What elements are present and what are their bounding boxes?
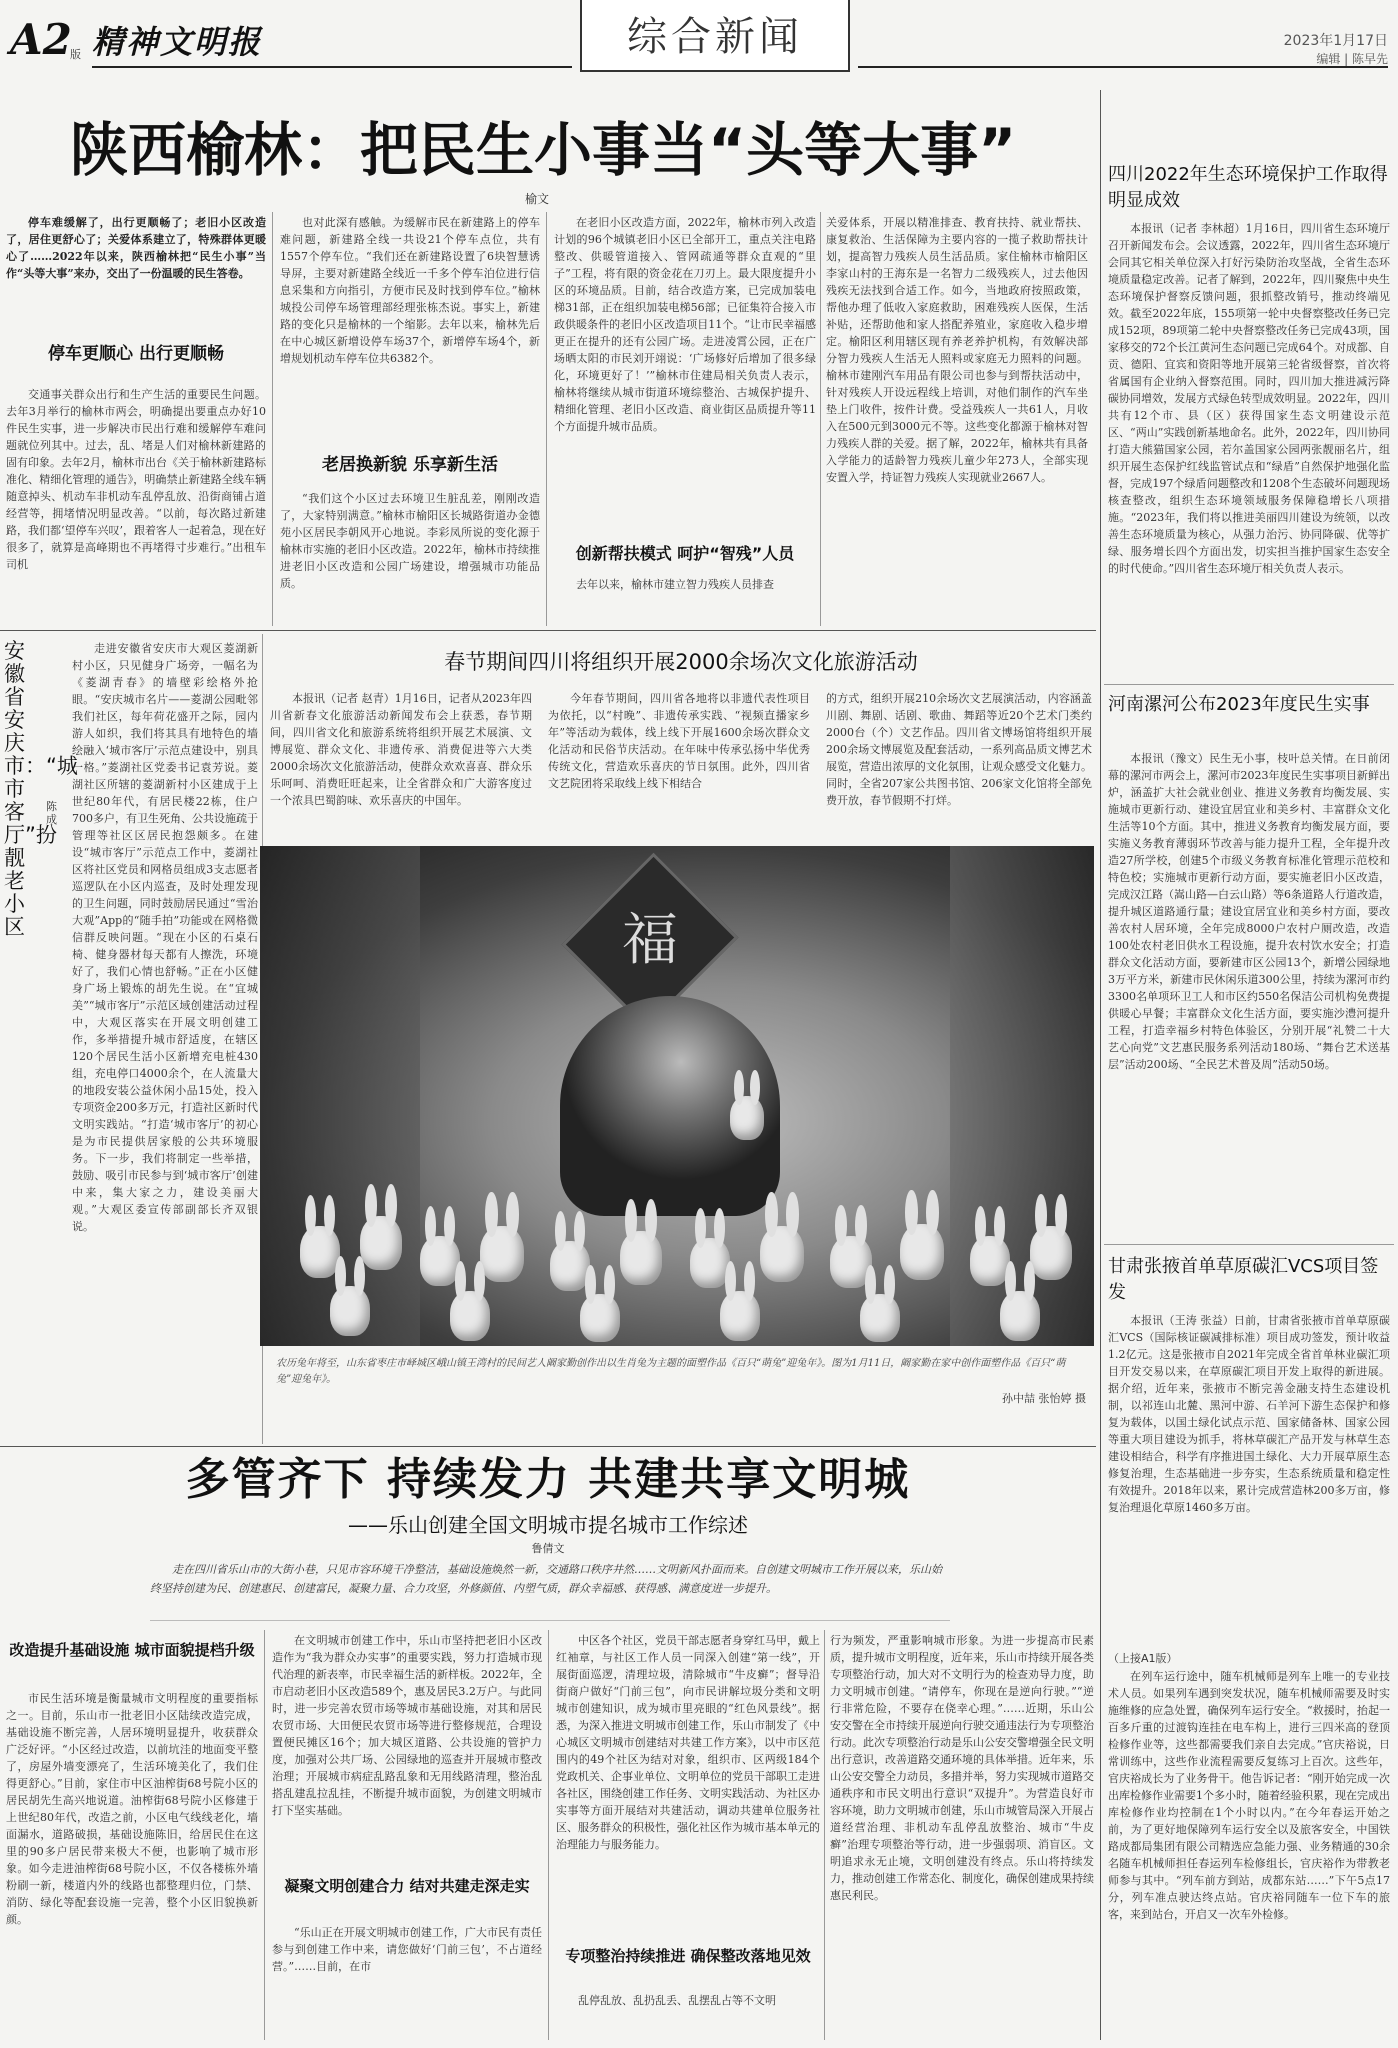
right-divider bbox=[1104, 684, 1394, 685]
right-article1-title: 四川2022年生态环境保护工作取得明显成效 bbox=[1108, 164, 1388, 211]
bunny-figurine bbox=[970, 1236, 1010, 1286]
section-title: 综合新闻 bbox=[627, 14, 803, 60]
leshan-headline: 多管齐下 持续发力 共建共享文明城 bbox=[185, 1454, 911, 1505]
leshan-sub1: 改造提升基础设施 城市面貌提档升级 bbox=[9, 1641, 255, 1659]
col-divider bbox=[272, 212, 273, 626]
lead-sub2: 老居换新貌 乐享新生活 bbox=[322, 455, 498, 475]
col-divider bbox=[264, 1630, 265, 2040]
bunny-figurine bbox=[620, 1231, 662, 1285]
bunny-figurine bbox=[760, 1226, 804, 1282]
right-article4-intro: （上接A1版） bbox=[1108, 1652, 1178, 1665]
col-divider bbox=[820, 212, 821, 626]
right-divider bbox=[1104, 1244, 1394, 1245]
lead-col1-body: 交通事关群众出行和生产生活的重要民生问题。去年3月举行的榆林市两会，明确提出要重点办好10件民生实事，进一步解决市民出行难和缓解停车难问题就位列其中。过去，乱、堵是人们对榆林新建路的固有印象。去年2月，榆林市出台《关于榆林新建路标准化、精细化管理的通告》，明确禁止新建路全线车辆随意掉头、机动车非机动车乱停乱放、沿街商铺占道经营等，拥堵情况明显改善。“以前，每次路过新建路，我们都‘望停车兴叹’，跟着客人一起着急，现在好很多了，就算是高峰期也不再堵得寸步难行。”出租车司机 bbox=[6, 388, 266, 571]
right-article4-body: 在列车运行途中，随车机械师是列车上唯一的专业技术人员。如果列车遇到突发状况，随车机械师需要及时实施维修的应急处置，确保列车运行安全。“救援时，抬起一百多斤重的过渡钩连挂在电车构上，进行三四米高的登顶检修作业等，这些都需要我们亲自去完成。”官庆裕说，日常训练中，这些作业流程需要反复练习上百次。这些年，官庆裕成长为了业务骨干。他告诉记者：“刚开始完成一次出库检修作业需要1个多小时，随着经验积累，现在完成出库检修作业均控制在1个小时以内。”在今年春运开始之前，为了更好地保障列车运行安全以及旅客安全，中国铁路成都局集团有限公司精选应急能力强、业务精通的30余名随车机械师担任春运列车检修组长，官庆裕作为带教老师参与其中。“列车前方到站，成都东站……”下午5点17分，列车准点驶达终点站。官庆裕同随车一位下车的旅客，来到站台，开启又一次车外检修。 bbox=[1108, 1670, 1390, 1921]
leshan-col4: 行为频发，严重影响城市形象。为进一步提高市民素质，提升城市文明程度，近年来，乐山市持续开展各类专项整治行动，加大对不文明行为的检查劝导力度，助力文明城市创建。“请停车，你现在是逆向行驶。”“逆行非常危险，不要存在侥幸心理。”……近期，乐山公安交警在全市持续开展逆向行驶交通违法行为专项整治行动。此次专项整治行动是乐山公安交警增强全民文明出行意识，改善道路交通环境的具体举措。近年来，乐山公安交警全力动员，多措并举，努力实现城市道路交通秩序和市民文明出行意识“双提升”。为营造良好市容环境，助力文明城市创建，乐山市城管局深入开展占道经营治理、非机动车乱停乱放整治、城市“牛皮癣”治理专项整治等行动，进一步强弱项、消盲区。文明追求永无止境，文明创建没有终点。乐山将持续发力，推动创建工作常态化、制度化，确保创建成果持续惠民利民。 bbox=[830, 1634, 1094, 1902]
bunny-figurine bbox=[300, 1226, 340, 1278]
sichuan-col2: 今年春节期间，四川省各地将以非遗代表性项目为依托，以“村晚”、非遗传承实践、“视频直播家乡年”等活动为载体，线上线下开展1600余场次群众文化活动和民俗节庆活动。在年味中传承弘扬中华优秀传统文化，营造欢乐喜庆的节日氛围。此外，四川省文艺院团将采取线上线下相结合 bbox=[548, 692, 810, 790]
right-article3-body: 本报讯（王涛 张益）日前，甘肃省张掖市首单草原碳汇VCS（国际核证碳减排标准）项目成功签发，预计收益1.2亿元。这是张掖市自2021年完成全省首单林业碳汇项目开发交易以来，在草原碳汇项目开发上取得的新进展。据介绍，近年来，张掖市不断完善金融支持生态建设机制，以祁连山北麓、黑河中游、石羊河下游生态保护和修复为载体，以国土绿化试点示范、国家储备林、国家公园等重大项目建设为抓手，将林草碳汇产品开发与林草生态建设相结合，科学有序推进国土绿化、大力开展草原生态修复治理，生态基础进一步夯实，生态系统质量和稳定性有效提升。2018年以来，累计完成营造林200多万亩，修复治理退化草原1460多万亩。 bbox=[1108, 1314, 1390, 1514]
lead-col2-body: 也对此深有感触。为缓解市民在新建路上的停车难问题，新建路全线一共设21个停车点位，共有1557个停车位。“我们还在新建路设置了6块智慧诱导屏，主要对新建路全线近一千多个停车泊位进行信息采集和方向指引，方便市民及时找到停车位。”榆林城投公司停车场管理部经理张栋杰说。事实上，新建路的变化只是榆林的一个缩影。去年以来，榆林先后在中心城区新增设停车场37个，新增停车场4个，新增规划机动车停车位共6382个。 bbox=[280, 216, 540, 365]
masthead bbox=[0, 0, 1398, 80]
leshan-col3: 中区各个社区，党员干部志愿者身穿红马甲，戴上红袖章，与社区工作人员一同深入创建“第一线”，开展街面巡逻，清理垃圾，清除城市“牛皮癣”；督导沿街商户做好“门前三包”，向市民讲解垃圾分类和文明城市创建知识，成为城市里亮眼的“红色风景线”。据悉，为深入推进文明城市创建工作，乐山市制发了《中心城区文明城市创建结对共建工作方案》，以中市区范围内的49个社区为结对对象，组织市、区两级184个党政机关、企事业单位、文明单位的党员干部职工走进各社区，围绕创建工作任务、文明实践活动、为社区办实事等方面开展结对共建活动，调动共建单位服务社区、服务群众的积极性，强化社区作为城市基本单元的治理能力与服务能力。 bbox=[556, 1634, 820, 1851]
lead-sub1: 停车更顺心 出行更顺畅 bbox=[48, 344, 224, 364]
lead-headline: 陕西榆林：把民生小事当“头等大事” bbox=[70, 116, 1017, 184]
bunny-figurine bbox=[860, 1294, 900, 1342]
lead-byline: 榆文 bbox=[525, 192, 550, 206]
intro-rule bbox=[150, 1620, 950, 1621]
bunny-figurine bbox=[360, 1216, 402, 1270]
lead-col1-intro: 停车难缓解了，出行更顺畅了；老旧小区改造了，居住更舒心了；关爱体系建立了，特殊群体更暖心了……2022年以来，陕西榆林把“民生小事”当作“头等大事”来办，交出了一份温暖的民生答卷。 bbox=[6, 216, 266, 280]
leshan-col3b: 乱停乱放、乱扔乱丢、乱摆乱占等不文明 bbox=[578, 1994, 776, 2007]
leshan-byline: 鲁倩文 bbox=[531, 1542, 565, 1555]
bunny-figurine bbox=[1000, 1291, 1040, 1341]
side-story-body: 走进安徽省安庆市大观区菱湖新村小区，只见健身广场旁，一幅名为《菱湖青春》的墙壁彩绘格外抢眼。“安庆城市名片——菱湖公园毗邻我们社区，每年荷花盛开之际，园内游人如织，我们将其具有地特色的墙绘融入‘城市客厅’示范点建设中，别具一格。”菱湖社区党委书记袁芳说。菱湖社区所辖的菱湖新村小区建成于上世纪80年代，有居民楼22栋，住户700多户，有卫生死角、公共设施疏于管理等社区区居民抱怨颇多。在建设“城市客厅”示范点工作中，菱湖社区将社区党员和网格员组成3支志愿者巡逻队在小区内巡查，及时处理发现的卫生问题，同时鼓励居民通过“雪治大观”App的“随手拍”功能或在网格微信群反映问题。“现在小区的石桌石椅、健身器材每天都有人擦洗，环境好了，我们心情也舒畅。”正在小区健身广场上锻炼的胡先生说。在“宜城美”“城市客厅”示范区域创建活动过程中，大观区落实在开展文明创建工作，多举措提升城市舒适度，在辖区120个居民生活小区新增充电桩430组，充电停口4000余个，在人流量大的地段安装公益休闲小品15处，投入专项资金200多万元，打造社区新时代文明实践站。“打造‘城市客厅’的初心是为市民提供居家般的公共环境服务。下一步，我们将制定一些举措，鼓励、吸引市民参与到‘城市客厅’创建中来，集大家之力，建设美丽大观。”大观区委宣传部副部长齐双银说。 bbox=[72, 642, 258, 1233]
paper-logo: 精神文明报 bbox=[92, 23, 263, 61]
bunny-figurine-held bbox=[730, 1096, 764, 1140]
news-photo-bunny-dough-figurines bbox=[260, 846, 1094, 1346]
side-story-byline: 陈成 bbox=[46, 800, 57, 826]
right-article3-title: 甘肃张掖首单草原碳汇VCS项目签发 bbox=[1108, 1256, 1379, 1303]
bunny-figurine bbox=[330, 1286, 370, 1336]
header-rule-left bbox=[92, 66, 572, 68]
lead-col3-body2: 去年以来，榆林市建立智力残疾人员排查 bbox=[576, 578, 774, 591]
col-divider bbox=[548, 1630, 549, 2040]
right-article2-body: 本报讯（豫文）民生无小事，枝叶总关情。在日前闭幕的漯河市两会上，漯河市2023年度民生实事项目新鲜出炉，涵盖扩大社会就业创业、推进义务教育均衡发展、实施城市更新行动、建设宜居宜业和美乡村、丰富群众文化生活等10个方面。其中，推进义务教育均衡发展方面，要实施义务教育薄弱环节改善与能力提升工程，全年提升改造27所学校，创建5个市级义务教育标准化管理示范校和特色校；实施城市更新行动方面，要实施老旧小区改造，完成汉江路（嵩山路—白云山路）等6条道路人行道改造，提升城区道路通行量；建设宜居宜业和美乡村方面，要改善农村人居环境，全年完成8000户农村户厕改造，改造100处农村老旧供水工程设施，提升农村饮水安全；打造群众文化活动方面，要新建市区公园13个，新增公园绿地3万平方米，新建市民休闲乐道300公里，持续为漯河市约3300名单项环卫工人和市区约550名保洁公司机构免费提供暖心早餐；丰富群众文化生活方面，要实施沙澧河提升工程，打造幸福乡村特色体验区，分别开展“礼赞二十大 艺心向党”文艺惠民服务系列活动180场、“舞台艺术送基层”活动200场、“全民艺术普及周”活动50场。 bbox=[1108, 752, 1390, 1071]
section-divider bbox=[0, 1446, 1096, 1447]
section-divider bbox=[0, 630, 1096, 631]
right-article2-title: 河南漯河公布2023年度民生实事 bbox=[1108, 694, 1370, 715]
bunny-figurine bbox=[450, 1291, 490, 1341]
col-divider bbox=[824, 1630, 825, 2040]
sichuan-headline: 春节期间四川将组织开展2000余场次文化旅游活动 bbox=[444, 650, 918, 674]
bunny-figurine bbox=[420, 1236, 460, 1286]
photo-credit: 孙中喆 张怡婷 摄 bbox=[1002, 1392, 1086, 1405]
sichuan-col3: 的方式，组织开展210余场次文艺展演活动，内容涵盖川剧、舞剧、话剧、歌曲、舞蹈等近20个艺术门类约2000台（个）文艺作品。四川省文博场馆将组织开展200余场文博展览及配套活动，一系列高品质文博艺术展览，营造出浓厚的文化氛围，让观众感受文化魅力。同时，全省207家公共图书馆、206家文化馆将全部免费开放，春节假期不打烊。 bbox=[826, 692, 1092, 807]
photo-caption: 农历兔年将至，山东省枣庄市峄城区峨山镇王湾村的民间艺人阚家勤创作出以生肖兔为主题的面塑作品《百只“萌兔”迎兔年》。图为1月11日，阚家勤在家中创作面塑作品《百只“萌兔”迎兔年》。 bbox=[276, 1358, 1066, 1385]
leshan-sub3: 专项整治持续推进 确保整改落地见效 bbox=[565, 1947, 811, 1965]
bunny-figurine bbox=[900, 1224, 944, 1280]
right-article1-body: 本报讯（记者 李林超）1月16日，四川省生态环境厅召开新闻发布会。会议透露，2022年，四川省生态环境厅会同其它相关单位深入打好污染防治攻坚战，全省生态环境质量稳定改善。记者了解到，2022年，四川聚焦中央生态环境保护督察反馈问题，狠抓整改销号，推动终端见效。截至2022年底，155项第一轮中央督察整改任务已完成152项，89项第二轮中央督察整改任务已完成43项，国家移交的72个长江黄河生态问题已完成64个。对成都、自贡、德阳、宜宾和资阳等地开展第三轮省级督察，首次将省属国有企业纳入督察范围。同时，四川加大推进减污降碳协同增效，发展方式绿色转型成效明显。2022年，四川共有12个市、县（区）获得国家生态文明建设示范区、“两山”实践创新基地命名。此外，2022年，四川协同打造大熊猫国家公园，若尔盖国家公园两张靓丽名片，组织开展生态保护红线监管试点和“绿盾”自然保护地强化监督，完成197个绿盾问题整改和1208个生态破坏问题现场核查整改，组织生态环境领域服务保障稳增长八项措施。“2023年，我们将以推进美丽四川建设为统领，以改善生态环境质量为核心，从强力治污、协同降碳、优等扩绿、服务增长四个方面出发，切实担当推护国家生态安全的时代使命。”四川省生态环境厅相关负责人表示。 bbox=[1108, 222, 1390, 575]
col-divider bbox=[546, 212, 547, 626]
fu-character: 福 bbox=[622, 908, 678, 973]
editor-credit: 编辑 | 陈早先 bbox=[1316, 52, 1388, 66]
right-col-divider bbox=[1100, 90, 1101, 2040]
issue-date: 2023年1月17日 bbox=[1283, 33, 1388, 49]
bunny-figurine bbox=[690, 1238, 730, 1288]
lead-sub3: 创新帮扶模式 呵护“智残”人员 bbox=[575, 544, 795, 563]
leshan-col2b: “乐山正在开展文明城市创建工作，广大市民有责任参与到创建工作中来，请您做好‘门前三包’，不占道经营。”……目前，在市 bbox=[272, 1926, 542, 1973]
page-number: A2 bbox=[10, 15, 72, 64]
leshan-col2: 在文明城市创建工作中，乐山市坚持把老旧小区改造作为“我为群众办实事”的重要实践，努力打造城市现代治理的新表率，市民幸福生活的新样板。2022年，全市启动老旧小区改造589个，惠及居民3.2万户。与此同时，进一步完善农贸市场等城市基础设施，对其和居民农贸市场、大田便民农贸市场等进行整修规范，合理设置便民摊区16个；加大城区道路、公共设施的管护力度，加强对公共厂场、公园绿地的巡查并开展城市整改治理；开展城市病症乱路乱象和无用线路清理，整治乱搭乱建乱拉乱挂，不断提升城市面貌，为创建文明城市打下坚实基础。 bbox=[272, 1634, 542, 1817]
leshan-subheadline: ——乐山创建全国文明城市提名城市工作综述 bbox=[348, 1513, 748, 1537]
page-number-suffix: 版 bbox=[70, 48, 81, 61]
lead-col2-body2: “我们这个小区过去环境卫生脏乱差，刚刚改造了，大家特别满意。”榆林市榆阳区长城路街道办金德苑小区居民李朝风开心地说。李彩凤所说的变化源于榆林市实施的老旧小区改造。2022年，榆林市持续推进老旧小区改造和公园广场建设，增强城市功能品质。 bbox=[280, 492, 540, 590]
bunny-figurine bbox=[1030, 1226, 1072, 1280]
lead-col4-body: 关爱体系，开展以精准排查、教育扶持、就业帮扶、康复救治、生活保障为主要内容的一揽子救助帮扶计划，提高智力残疾人员生活品质。家住榆林市榆阳区李家山村的王海东是一名智力二级残疾人，过去他因残疾无法找到合适工作。如今，当地政府按照政策，帮他办理了低收入家庭救助，困难残疾人医保，生活补贴，还帮助他和家人搭配养殖业，家庭收入稳步增定。榆阳区利用辖区现有养老养护机构，有效解决部分智力残疾人生活无人照料或家庭无力照料的问题。榆林市建刚汽车用品有限公司也参与到帮扶活动中，针对残疾人开设远程线上培训，对他们制作的汽车坐垫上门收件，按件计费。受益残疾人一共61人，月收入在500元到3000元不等。这些变化都源于榆林对智力残疾人群的关爱。据了解，2022年，榆林共有具备入学能力的适龄智力残疾儿童少年273人，全部实现安置入学，持证智力残疾人实现就业2667人。 bbox=[826, 216, 1088, 484]
bunny-figurine bbox=[580, 1294, 620, 1342]
bunny-figurine bbox=[480, 1226, 524, 1282]
bunny-figurine bbox=[550, 1241, 590, 1291]
bunny-figurine bbox=[720, 1291, 760, 1341]
leshan-sub2: 凝聚文明创建合力 结对共建走深走实 bbox=[284, 1877, 530, 1895]
sichuan-col1: 本报讯（记者 赵青）1月16日，记者从2023年四川省新春文化旅游活动新闻发布会上获悉，春节期间，四川省文化和旅游系统将组织开展艺术展演、文博展览、群众文化、非遗传承、消费促进等六大类2000余场次文化旅游活动，使群众欢欢喜喜、群众乐乐呵呵、消费旺旺起来，让全省群众和广大游客度过一个浓具巴蜀韵味、欢乐喜庆的中国年。 bbox=[270, 692, 532, 807]
side-story-title: 安徽省安庆市：“城市客厅”扮靓老小区 bbox=[4, 639, 78, 939]
lead-col3-body: 在老旧小区改造方面，2022年，榆林市列入改造计划的96个城镇老旧小区已全部开工，重点关注电路整改、供暖管道接入、管网疏通等群众直观的“里子”工程，将有限的资金花在刀刃上。最大限度提升小区的环境品质。目前，结合改造方案，已完成加装电梯31部，正在组织加装电梯56部；已征集符合接入市政供暖条件的老旧小区改造项目11个。“让市民幸福感更正在提升的还有公园广场。走进凌霄公园，正在广场晒太阳的市民刘开翊说：‘广场修好后增加了很多绿化，环境更好了！’”榆林市住建局相关负责人表示，榆林将继续从城市街道环境综整治、古城保护提升、精细化管理、老旧小区改造、商业街区品质提升等11个方面提升城市品质。 bbox=[554, 216, 816, 433]
leshan-intro: 走在四川省乐山市的大街小巷，只见市容环境干净整洁，基础设施焕然一新，交通路口秩序井然……文明新风扑面而来。自创建文明城市工作开展以来，乐山始终坚持创建为民、创建惠民、创建富民，凝聚力量、合力攻坚，外修颜值、内塑气质，群众幸福感、获得感、满意度进一步提升。 bbox=[150, 1563, 942, 1595]
leshan-col1: 市民生活环境是衡量城市文明程度的重要指标之一。目前，乐山市一批老旧小区陆续改造完成，基础设施不断完善，人居环境明显提升，收获群众广泛好评。“小区经过改造，以前坑洼的地面变平整了，房屋外墙变漂亮了，生活环境美化了，我们住得更舒心。”目前，家住市中区油榨街68号院小区的居民胡先生高兴地说道。油榨街68号院小区修建于上世纪80年代，改造之前，小区电气线线老化，墙面漏水，道路破损，基础设施陈旧，给居民住在这里的90多户居民带来极大不便，也影响了城市形象。如今走进油榨街68号院小区，不仅各楼栋外墙粉刷一新，楼道内外的线路也都整理归位，门禁、消防、绿化等配套设施一完善，整个小区旧貌换新颜。 bbox=[6, 1692, 258, 1926]
